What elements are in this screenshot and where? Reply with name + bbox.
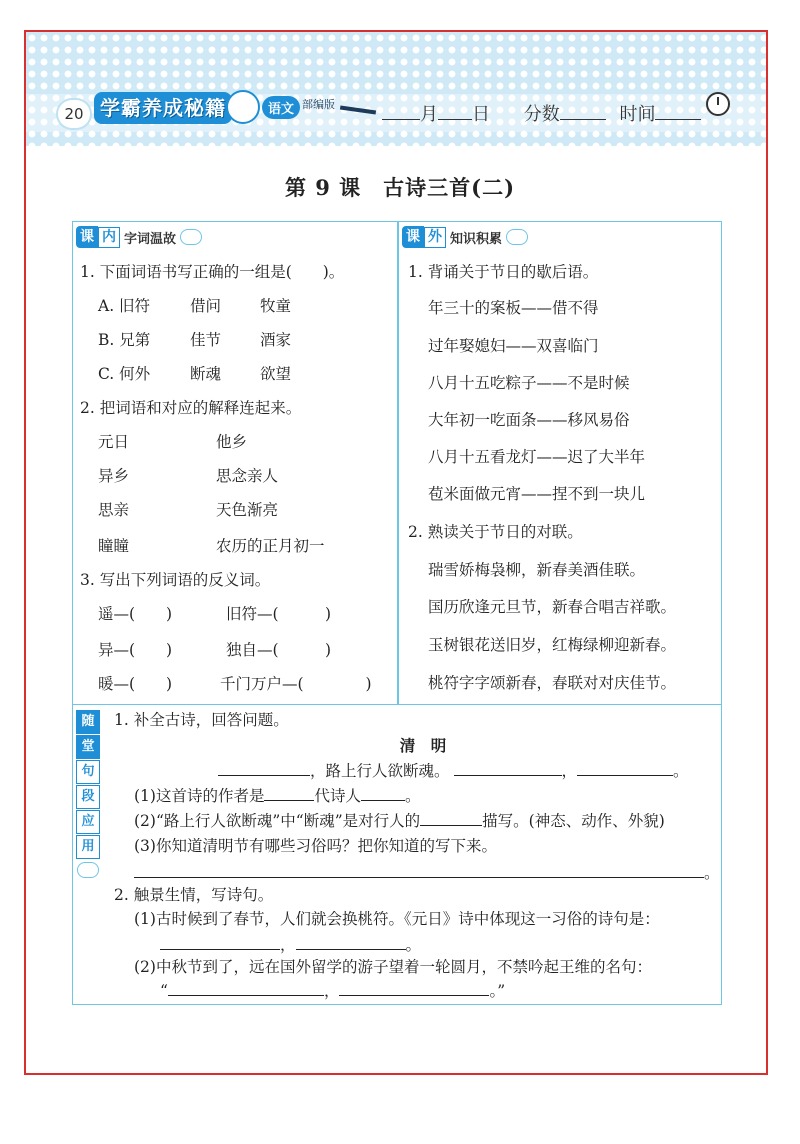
subject-badge: 语文 bbox=[262, 96, 300, 119]
match-word[interactable]: 异乡 bbox=[98, 467, 130, 485]
right-q2: 2. 熟读关于节日的对联。 bbox=[408, 523, 583, 541]
brand-logo: 学霸养成秘籍 bbox=[94, 92, 232, 124]
left-q3: 3. 写出下列词语的反义词。 bbox=[80, 571, 271, 589]
verse-blank[interactable] bbox=[339, 980, 489, 996]
antonym-item[interactable]: 独自—( ) bbox=[226, 641, 332, 659]
antonym-row bbox=[98, 640, 332, 660]
customs-answer: 。 bbox=[134, 862, 720, 883]
left-q2: 2. 把词语和对应的解释连起来。 bbox=[80, 399, 302, 417]
bottom-sub2 bbox=[134, 810, 665, 831]
antonym-item[interactable]: 旧符—( ) bbox=[226, 605, 332, 623]
right-tag-b: 外 bbox=[424, 227, 446, 248]
option-word: 欲望 bbox=[260, 365, 292, 383]
antonym-item[interactable]: 遥—( ) bbox=[98, 605, 173, 623]
saying-line: 年三十的案板——借不得 bbox=[428, 299, 599, 317]
sub1-text-b: 代诗人 bbox=[314, 787, 361, 805]
left-tag-a: 课 bbox=[76, 226, 98, 248]
saying-line: 苞米面做元宵——捏不到一块儿 bbox=[428, 485, 646, 503]
left-q1-option-b bbox=[98, 330, 292, 350]
poem-blank[interactable] bbox=[577, 760, 673, 776]
option-word: 断魂 bbox=[190, 365, 222, 383]
right-section-tag bbox=[402, 225, 528, 249]
match-word[interactable]: 瞳瞳 bbox=[98, 537, 130, 555]
left-q1: 1. 下面词语书写正确的一组是( )。 bbox=[80, 263, 345, 281]
cloud-icon bbox=[180, 229, 202, 245]
bottom-q2: 2. 触景生情，写诗句。 bbox=[114, 886, 274, 904]
antonym-row bbox=[98, 674, 372, 694]
left-q1-option-c bbox=[98, 364, 292, 384]
page-number: 20 bbox=[58, 100, 90, 128]
bottom-sub3: (3)你知道清明节有哪些习俗吗？把你知道的写下来。 bbox=[134, 837, 497, 855]
couplet-line: 桃符字字颂新春，春联对对庆佳节。 bbox=[428, 674, 677, 692]
poet-blank[interactable] bbox=[361, 785, 405, 801]
poem-blank[interactable] bbox=[454, 760, 562, 776]
match-word[interactable]: 元日 bbox=[98, 433, 130, 451]
left-panel bbox=[72, 221, 398, 705]
sub2-text: (2)“路上行人欲断魂”中“断魂”是对行人的 bbox=[134, 812, 421, 830]
match-row bbox=[98, 466, 279, 486]
date-score-row bbox=[382, 100, 701, 126]
mascot-icon bbox=[226, 90, 260, 124]
vtag-char: 段 bbox=[76, 785, 100, 809]
saying-line: 大年初一吃面条——移风易俗 bbox=[428, 411, 630, 429]
verse-blank[interactable] bbox=[168, 980, 324, 996]
antonym-row bbox=[98, 604, 332, 624]
score-blank[interactable] bbox=[560, 103, 606, 120]
vtag-char: 堂 bbox=[76, 735, 100, 759]
customs-blank[interactable] bbox=[134, 862, 704, 878]
match-meaning[interactable]: 农历的正月初一 bbox=[216, 537, 325, 555]
vtag-char: 用 bbox=[76, 835, 100, 859]
right-tag-a: 课 bbox=[402, 226, 424, 248]
right-tag-label: 知识积累 bbox=[450, 231, 503, 247]
description-blank[interactable] bbox=[420, 810, 482, 826]
vtag-char: 句 bbox=[76, 760, 100, 784]
saying-line: 八月十五看龙灯——迟了大半年 bbox=[428, 448, 646, 466]
antonym-item[interactable]: 暖—( ) bbox=[98, 675, 173, 693]
option-word: 佳节 bbox=[190, 331, 222, 349]
poem-blank[interactable] bbox=[218, 760, 310, 776]
month-blank[interactable] bbox=[382, 103, 420, 120]
bottom-sub1: (1)这首诗的作者是 代诗人 。 bbox=[134, 787, 421, 805]
saying-line: 八月十五吃粽子——不是时候 bbox=[428, 374, 630, 392]
couplet-line: 玉树银花送旧岁，红梅绿柳迎新春。 bbox=[428, 636, 677, 654]
cloud-icon bbox=[77, 862, 99, 878]
verse-blank[interactable] bbox=[160, 934, 280, 950]
vtag-char: 随 bbox=[76, 710, 100, 734]
poem-line: ，路上行人欲断魂。 ， 。 bbox=[218, 760, 689, 781]
left-q1-option-a bbox=[98, 296, 292, 316]
option-word: 牧童 bbox=[260, 297, 292, 315]
month-label: 月 bbox=[420, 104, 438, 125]
vtag-char: 应 bbox=[76, 810, 100, 834]
time-label: 时间 bbox=[619, 104, 656, 125]
q2-sub2-answer: “ ， 。” bbox=[160, 982, 506, 1000]
match-row bbox=[98, 536, 325, 556]
bottom-q1: 1. 补全古诗，回答问题。 bbox=[114, 711, 289, 729]
sub2-text-b: 描写。(神态、动作、外貌) bbox=[482, 812, 665, 830]
option-word: 酒家 bbox=[260, 331, 292, 349]
right-q1: 1. 背诵关于节日的歇后语。 bbox=[408, 263, 599, 281]
option-word: 借问 bbox=[190, 297, 222, 315]
day-label: 日 bbox=[472, 104, 490, 125]
cloud-icon bbox=[506, 229, 528, 245]
option-word: B. 兄第 bbox=[98, 331, 151, 349]
antonym-item[interactable]: 异—( ) bbox=[98, 641, 173, 659]
match-row bbox=[98, 500, 279, 520]
score-label: 分数 bbox=[523, 104, 560, 125]
left-section-tag bbox=[76, 225, 202, 249]
clock-icon bbox=[706, 92, 730, 116]
match-meaning[interactable]: 思念亲人 bbox=[216, 467, 279, 485]
bottom-q2-sub2: (2)中秋节到了，远在国外留学的游子望着一轮圆月，不禁吟起王维的名句： bbox=[134, 958, 652, 976]
saying-line: 过年娶媳妇——双喜临门 bbox=[428, 337, 599, 355]
dynasty-blank[interactable] bbox=[264, 785, 314, 801]
q2-sub1-answer: ， 。 bbox=[160, 934, 421, 955]
lesson-title: 第 9 课 古诗三首(二) bbox=[284, 175, 516, 200]
verse-blank[interactable] bbox=[296, 934, 406, 950]
poem-text: ，路上行人欲断魂。 bbox=[310, 762, 450, 780]
edition-label: 部编版 bbox=[302, 98, 335, 111]
option-word: C. 何外 bbox=[98, 365, 151, 383]
option-word: A. 旧符 bbox=[98, 297, 151, 315]
left-tag-b: 内 bbox=[98, 227, 120, 248]
day-blank[interactable] bbox=[438, 103, 472, 120]
match-row bbox=[98, 432, 248, 452]
match-meaning[interactable]: 天色渐亮 bbox=[216, 501, 279, 519]
time-blank[interactable] bbox=[655, 103, 701, 120]
left-tag-label: 字词温故 bbox=[124, 231, 177, 247]
bottom-q2-sub1: (1)古时候到了春节，人们就会换桃符。《元日》诗中体现这一习俗的诗句是： bbox=[134, 910, 660, 928]
couplet-line: 国历欣逢元旦节，新春合唱吉祥歌。 bbox=[428, 598, 677, 616]
antonym-item[interactable]: 千门万户—( ) bbox=[220, 675, 372, 693]
match-word[interactable]: 思亲 bbox=[98, 501, 130, 519]
couplet-line: 瑞雪娇梅袅柳，新春美酒佳联。 bbox=[428, 561, 646, 579]
sub1-text: (1)这首诗的作者是 bbox=[134, 787, 265, 805]
poem-title: 清 明 bbox=[399, 736, 447, 755]
match-meaning[interactable]: 他乡 bbox=[216, 433, 248, 451]
